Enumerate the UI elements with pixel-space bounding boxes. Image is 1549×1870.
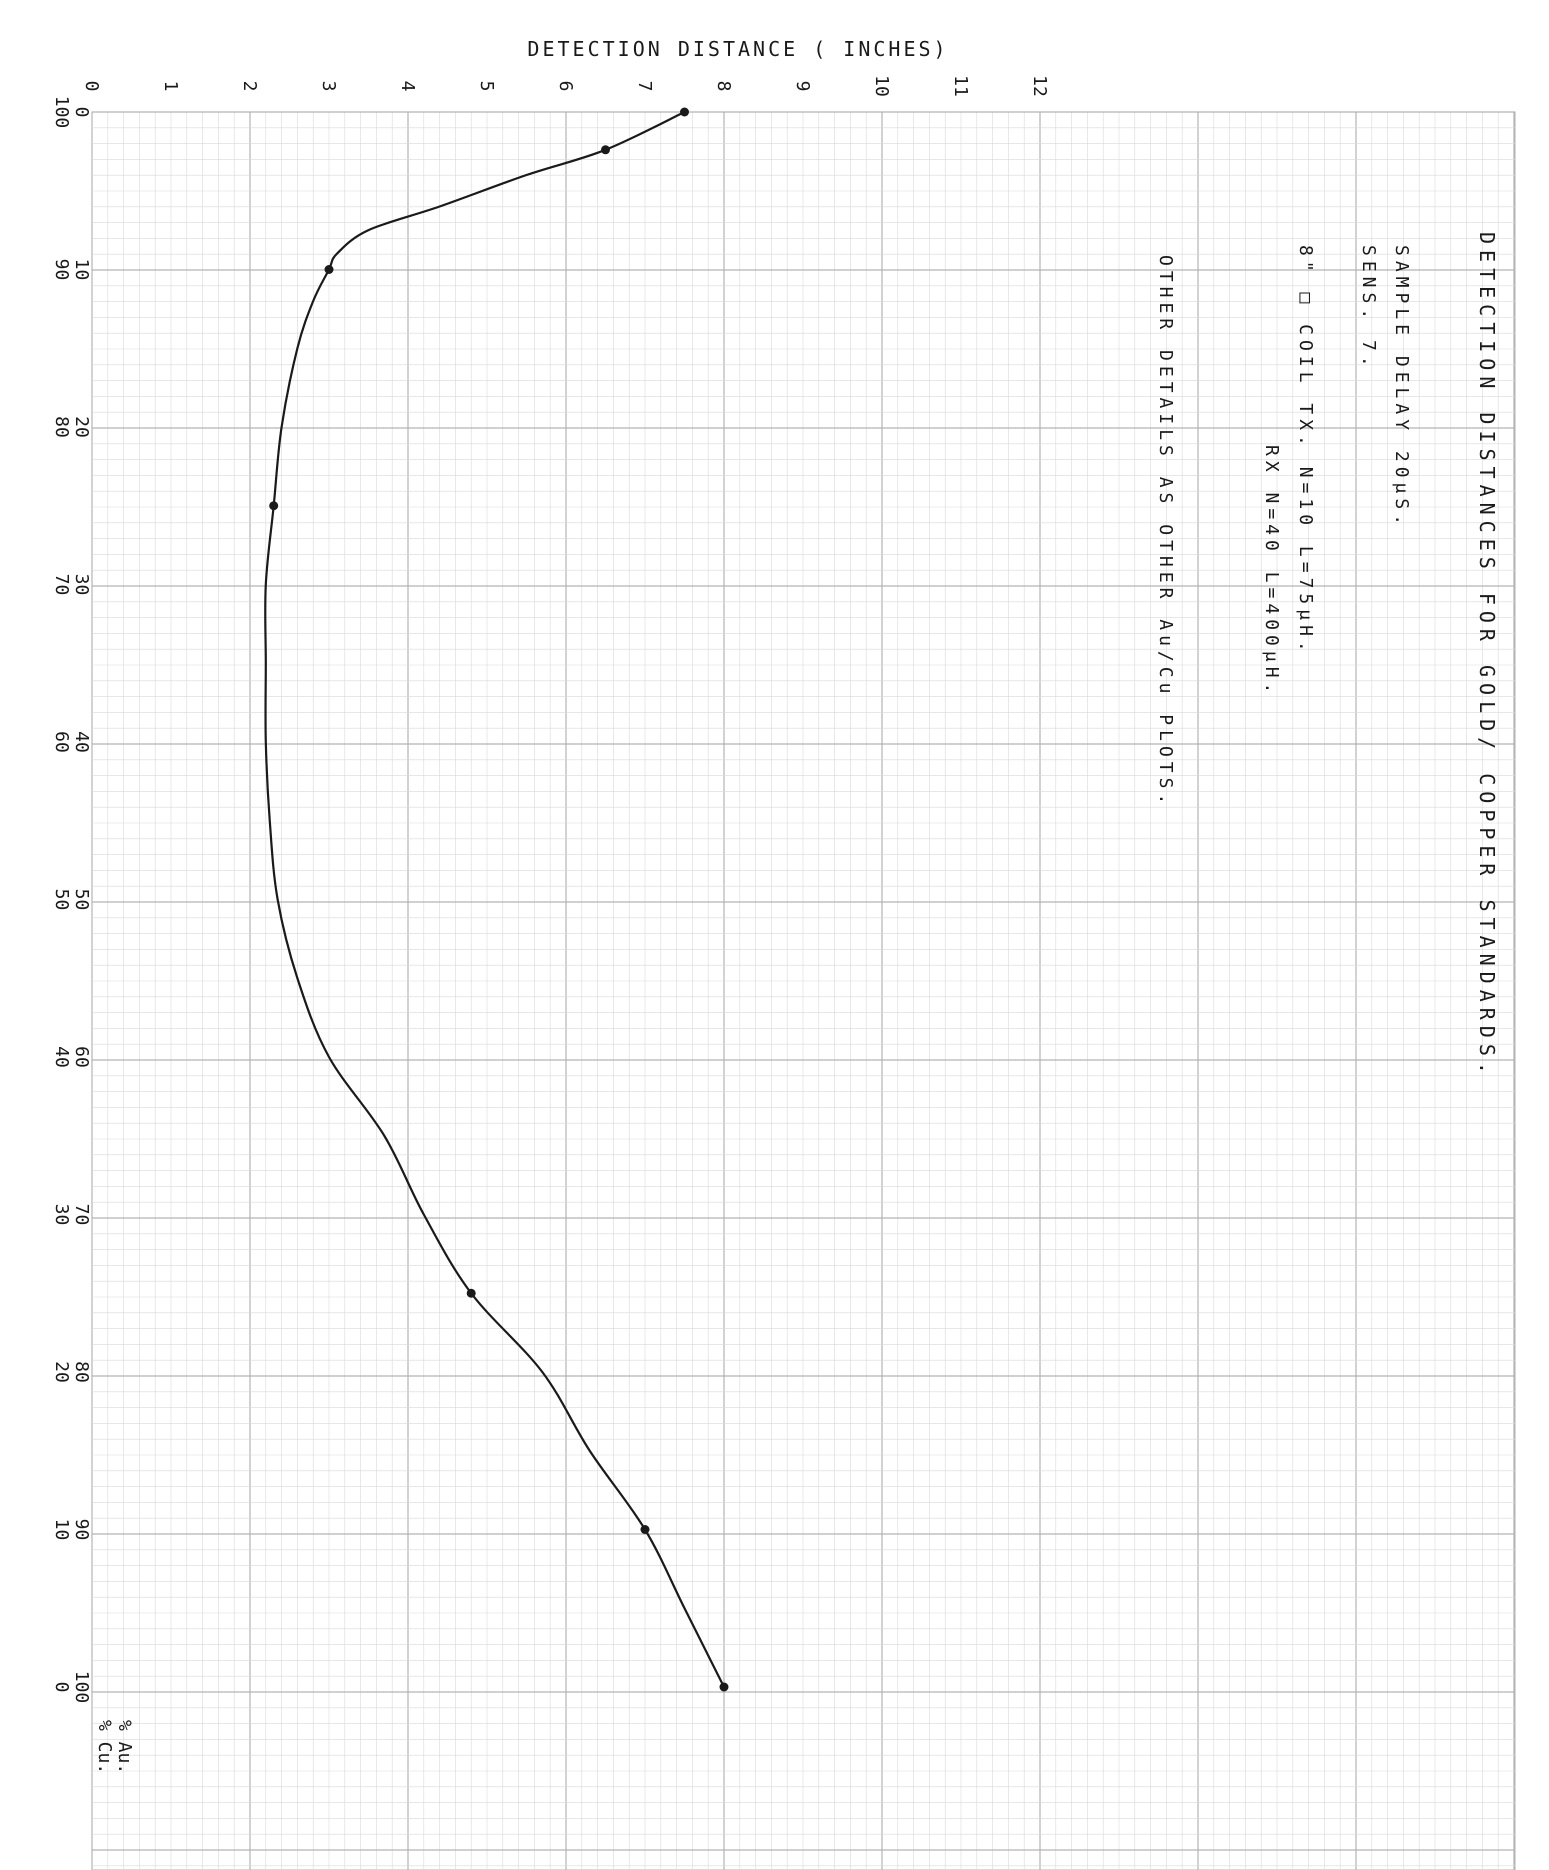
y-tick-label-cu: 20 (71, 416, 92, 438)
x-axis-label: DETECTION DISTANCE ( INCHES) (527, 37, 949, 61)
data-point (325, 265, 334, 274)
y-tick-label-au: 100 (51, 95, 72, 129)
data-point (467, 1289, 476, 1298)
x-tick-label: 10 (871, 75, 892, 97)
x-tick-label: 9 (792, 80, 813, 92)
chart-title: DETECTION DISTANCES FOR GOLD/ COPPER STANDARDS. (1475, 232, 1499, 1080)
data-point (641, 1525, 650, 1534)
y-tick-label-au: 50 (51, 888, 72, 911)
data-point (680, 108, 689, 117)
y-tick-label-au: 80 (51, 416, 72, 438)
y-tick-label-au: 60 (51, 731, 72, 753)
y-tick-label-au: 70 (51, 573, 72, 596)
y-tick-label-cu: 70 (71, 1203, 92, 1226)
y-axis-label-cu: % Cu. (94, 1720, 115, 1775)
note-sensitivity: SENS. 7. (1358, 245, 1379, 372)
x-tick-label: 3 (318, 80, 339, 92)
y-tick-label-cu: 10 (71, 258, 92, 281)
y-tick-label-cu: 80 (71, 1361, 92, 1383)
x-tick-label: 12 (1029, 75, 1050, 97)
note-rx-coil: RX N=40 L=400μH. (1261, 445, 1282, 699)
y-tick-label-au: 20 (51, 1361, 72, 1383)
x-tick-label: 0 (81, 80, 102, 92)
note-tx-coil: 8" □ COIL TX. N=10 L=75μH. (1295, 245, 1316, 657)
y-tick-label-cu: 0 (71, 106, 92, 118)
y-tick-label-au: 40 (51, 1046, 72, 1068)
note-other-details: OTHER DETAILS AS OTHER Au/Cu PLOTS. (1155, 255, 1176, 810)
x-tick-label: 2 (239, 80, 260, 92)
x-tick-label: 1 (160, 80, 181, 92)
x-tick-label: 7 (634, 80, 655, 92)
data-point (269, 501, 278, 510)
x-tick-label: 6 (555, 80, 576, 92)
x-tick-label: 5 (476, 80, 497, 92)
y-tick-label-au: 90 (51, 258, 72, 281)
note-sample-delay: SAMPLE DELAY 20μS. (1391, 245, 1412, 531)
x-tick-label: 8 (713, 80, 734, 92)
x-axis-ticks (81, 75, 1050, 97)
y-tick-label-cu: 50 (71, 888, 92, 911)
y-tick-label-au: 0 (51, 1681, 72, 1693)
y-tick-label-cu: 40 (71, 731, 92, 753)
y-axis-ticks (51, 96, 92, 1704)
data-point (720, 1683, 729, 1692)
x-tick-label: 4 (397, 80, 418, 92)
y-tick-label-cu: 100 (71, 1670, 92, 1704)
data-point (601, 145, 610, 154)
y-tick-label-au: 10 (51, 1518, 72, 1541)
y-tick-label-cu: 60 (71, 1046, 92, 1068)
x-tick-label: 11 (950, 75, 971, 97)
y-axis-label-au: % Au. (114, 1720, 135, 1775)
y-tick-label-cu: 90 (71, 1518, 92, 1541)
y-tick-label-au: 30 (51, 1203, 72, 1226)
y-tick-label-cu: 30 (71, 573, 92, 596)
